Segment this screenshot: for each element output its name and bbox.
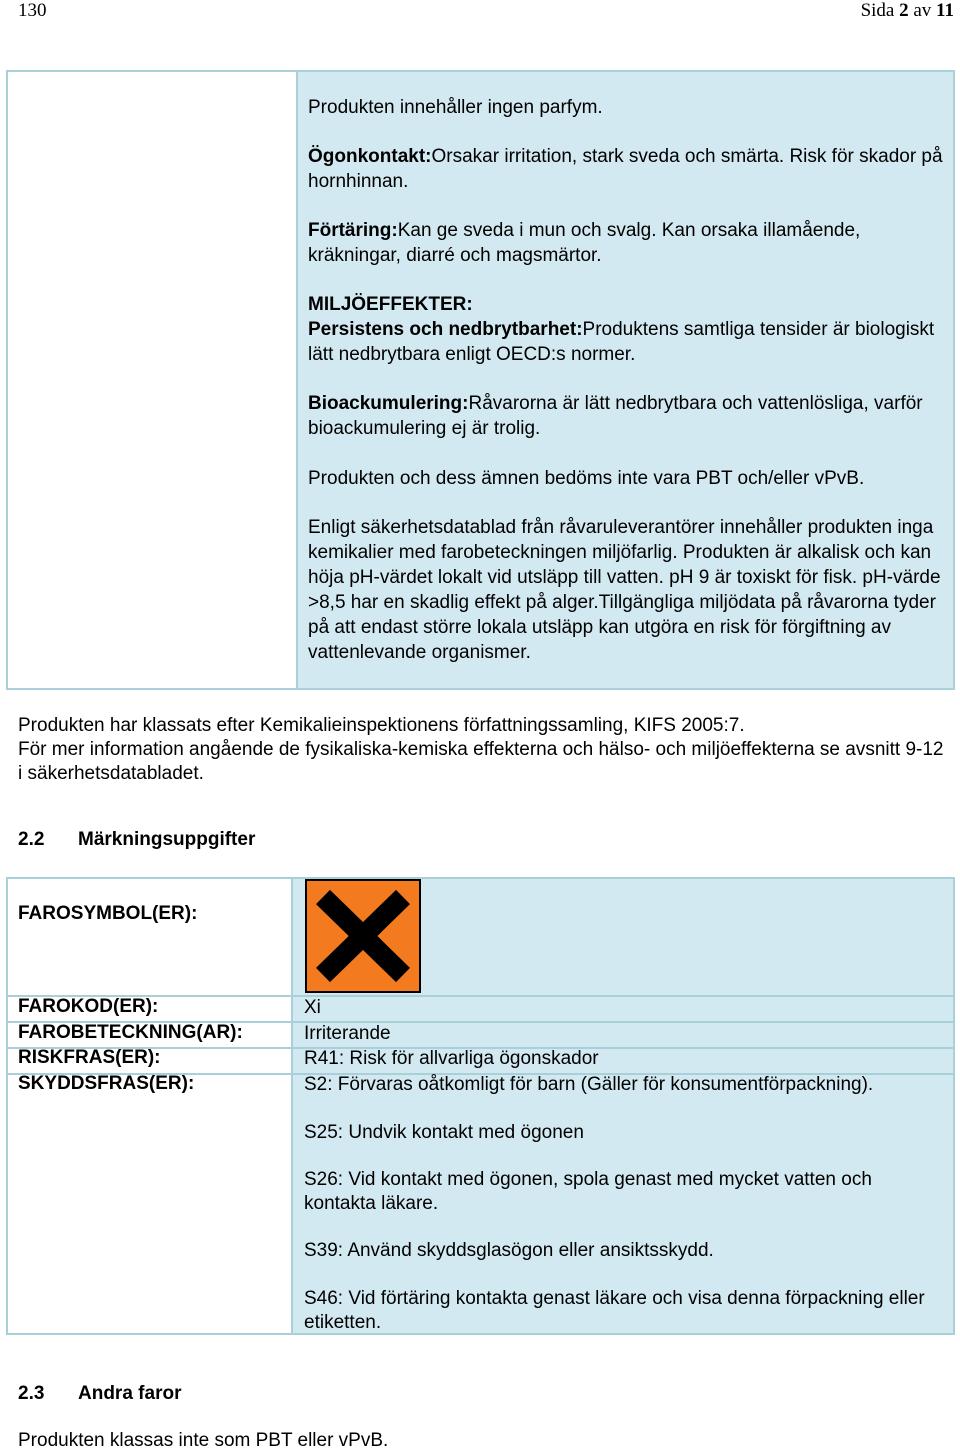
bioaccumulation-paragraph: [308, 391, 948, 441]
hazard-x-svg: [307, 881, 419, 991]
page-indicator: [861, 0, 954, 22]
riskfras-label: RISKFRAS(ER):: [18, 1047, 161, 1068]
persistence-text: Produktens samtliga tensider är biologiskt lätt nedbrytbara enligt OECD:s normer.: [308, 319, 935, 365]
other-hazards-text: Produkten klassas inte som PBT eller vPvB.: [18, 1430, 389, 1450]
irritant-x-icon: [305, 879, 421, 993]
page-label-prefix: Sida: [860, 0, 895, 21]
section-2-2-number: 2.2: [18, 829, 45, 850]
eye-contact-paragraph: [308, 144, 948, 194]
skyddsfras-s2: S2: Förvaras oåtkomligt för barn (Gäller för konsumentförpackning).: [304, 1074, 874, 1095]
info-box-left-cell: [8, 72, 298, 688]
page-number: 130: [18, 0, 47, 21]
section-2-3-title: Andra faror: [78, 1383, 182, 1404]
farobeteckning-label: FAROBETECKNING(AR):: [18, 1022, 243, 1043]
no-perfume-text: Produkten innehåller ingen parfym.: [308, 97, 603, 118]
environment-heading: MILJÖEFFEKTER:: [308, 294, 473, 315]
bioaccumulation-label: Bioackumulering:: [308, 393, 469, 414]
section-2-2-heading: [18, 829, 255, 851]
page-current: 2: [899, 0, 909, 21]
section-2-3-number: 2.3: [18, 1383, 45, 1404]
classification-line-2: För mer information angående de fysikaliska-kemiska effekterna och hälso- och miljöeffekterna se avsnitt 9-12 i säkerhetsdatabladet.: [18, 739, 944, 784]
section-2-3-heading: [18, 1383, 181, 1405]
supplier-data-text: Enligt säkerhetsdatablad från råvaruleverantörer innehåller produkten inga kemikalier med farobeteckningen miljöfarlig. Produkten är alkalisk och kan höja pH-värdet lokalt vid utsläpp till vatten. pH 9 är toxiskt för fisk. pH-värde >8,5 har en skadlig effekt på alger.Tillgängliga miljödata på råvarorna tyder på att endast större lokala utsläpp kan utgöra en risk för förgiftning av vattenlevande organismer.: [308, 517, 941, 663]
ingestion-label: Förtäring:: [308, 220, 398, 241]
farosymbol-label: FAROSYMBOL(ER):: [18, 903, 198, 924]
persistence-label: Persistens och nedbrytbarhet:: [308, 319, 583, 340]
section-2-2-title: Märkningsuppgifter: [78, 829, 256, 850]
skyddsfras-s46: S46: Vid förtäring kontakta genast läkare och visa denna förpackning eller etiketten.: [304, 1288, 925, 1333]
pbt-assessment-text: Produkten och dess ämnen bedöms inte vara PBT och/eller vPvB.: [308, 468, 865, 489]
classification-line-1: Produkten har klassats efter Kemikalieinspektionens författningssamling, KIFS 2005:7.: [18, 715, 745, 736]
page-total: 11: [936, 0, 954, 21]
skyddsfras-s39: S39: Använd skyddsglasögon eller ansiktsskydd.: [304, 1240, 714, 1261]
skyddsfras-s26: S26: Vid kontakt med ögonen, spola genast med mycket vatten och kontakta läkare.: [304, 1169, 872, 1214]
riskfras-value: R41: Risk för allvarliga ögonskador: [304, 1048, 599, 1069]
label-table: [6, 877, 955, 1335]
page-label-mid: av: [913, 0, 932, 21]
eye-contact-label: Ögonkontakt:: [308, 146, 432, 167]
bioaccumulation-text: Råvarorna är lätt nedbrytbara och vattenlösliga, varför bioackumulering ej är trolig.: [308, 393, 923, 439]
label-table-left-column: [8, 879, 293, 1333]
farokod-label: FAROKOD(ER):: [18, 996, 159, 1017]
skyddsfras-s25: S25: Undvik kontakt med ögonen: [304, 1122, 584, 1143]
ingestion-text: Kan ge sveda i mun och svalg. Kan orsaka illamående, kräkningar, diarré och magsmärtor.: [308, 220, 861, 266]
ingestion-paragraph: [308, 218, 948, 268]
farokod-value: Xi: [304, 997, 321, 1018]
skyddsfras-label: SKYDDSFRAS(ER):: [18, 1073, 195, 1094]
farobeteckning-value: Irriterande: [304, 1023, 391, 1044]
eye-contact-text: Orsakar irritation, stark sveda och smärta. Risk för skador på hornhinnan.: [308, 146, 943, 192]
environment-paragraph: [308, 292, 948, 367]
